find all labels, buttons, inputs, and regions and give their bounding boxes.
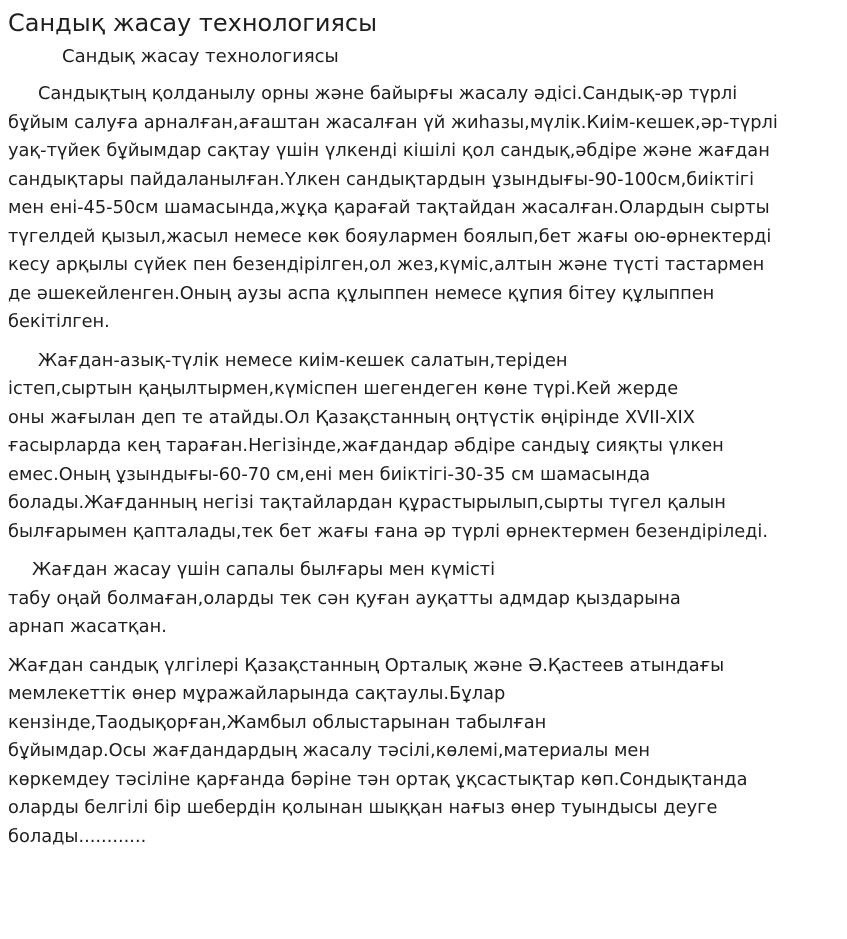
paragraph-line: табу оңай болмаған,оларды тек сән қуған ауқатты адмдар қыздарына [8,587,681,609]
paragraph-line: былғарымен қапталады,тек бет жағы ғана әр түрлі өрнектермен безендіріледі. [8,520,769,542]
paragraph-line: көркемдеу тәсіліне қарғанда бәріне тән ортақ ұқсастықтар көп.Сондықтанда [8,768,748,790]
paragraph-line: бұйым салуға арналған,ағаштан жасалған үй жиһазы,мүлік.Киім-кешек,әр-түрлі [8,111,778,133]
paragraph-line: Жағдан сандық үлгілері Қазақстанның Орталық және Ә.Қастеев атындағы [8,654,725,676]
paragraph-line: істеп,сыртын қаңылтырмен,күміспен шегендеген көне түрі.Кей жерде [8,378,679,399]
paragraph-line: кензінде,Таодықорған,Жамбыл облыстарынан табылған [8,711,547,733]
paragraph-4 [8,652,839,852]
paragraph-line: түгелдей қызыл,жасыл немесе көк бояулармен боялып,бет жағы ою-өрнектерді [8,225,772,247]
paragraph-line: бұйымдар.Осы жағдандардың жасалу тәсілі,көлемі,материалы мен [8,740,650,761]
paragraph-line: оларды белгілі бір шебердін қолынан шыққан нағыз өнер туындысы деуге [8,797,718,818]
paragraph-line: арнап жасатқан. [8,616,167,637]
paragraph-2 [8,347,839,547]
paragraph-line: сандықтары пайдаланылған.Үлкен сандықтардын ұзындығы-90-100см,биіктігі [8,168,755,190]
paragraph-line: мемлекеттік өнер мұражайларында сақтаулы.Бұлар [8,683,506,704]
paragraph-line: болады.Жағданның негізі тақтайлардан құрастырылып,сырты түгел қалын [8,492,726,513]
paragraph-line: Жағдан-азық-түлік немесе киім-кешек салатын,теріден [38,349,568,371]
paragraph-line: Сандықтың қолданылу орны және байырғы жасалу әдісі.Сандық-әр түрлі [38,83,738,104]
paragraph-line: кесу арқылы сүйек пен безендірілген,ол жез,күміс,алтын және түсті тастармен [8,254,765,275]
paragraph-line: емес.Оның ұзындығы-60-70 см,ені мен биіктігі-30-35 см шамасында [8,463,651,485]
paragraph-line: мен ені-45-50см шамасында,жұқа қарағай тақтайдан жасалған.Олардын сырты [8,197,770,218]
paragraph-3 [8,556,839,642]
page-subtitle: Сандық жасау технологиясы [62,46,339,67]
paragraph-line: болады............ [8,825,147,847]
paragraph-line: бекітілген. [8,311,110,332]
paragraph-line: оны жағылан деп те атайды.Ол Қазақстанның оңтүстік өңірінде XVII-XIX [8,406,695,428]
paragraph-line: Жағдан жасау үшін сапалы былғары мен күмісті [32,559,496,580]
paragraph-1 [8,80,839,337]
paragraph-line: де әшекейленген.Оның аузы аспа құлыппен немесе құпия бітеу құлыппен [8,282,715,304]
paragraph-line: уақ-түйек бұйымдар сақтау үшін үлкенді кішілі қол сандық,әбдіре және жағдан [8,140,770,161]
page-title: Сандық жасау технологиясы [8,9,378,37]
paragraph-line: ғасырларда кең тараған.Негізінде,жағдандар әбдіре сандыұ сияқты үлкен [8,435,724,456]
